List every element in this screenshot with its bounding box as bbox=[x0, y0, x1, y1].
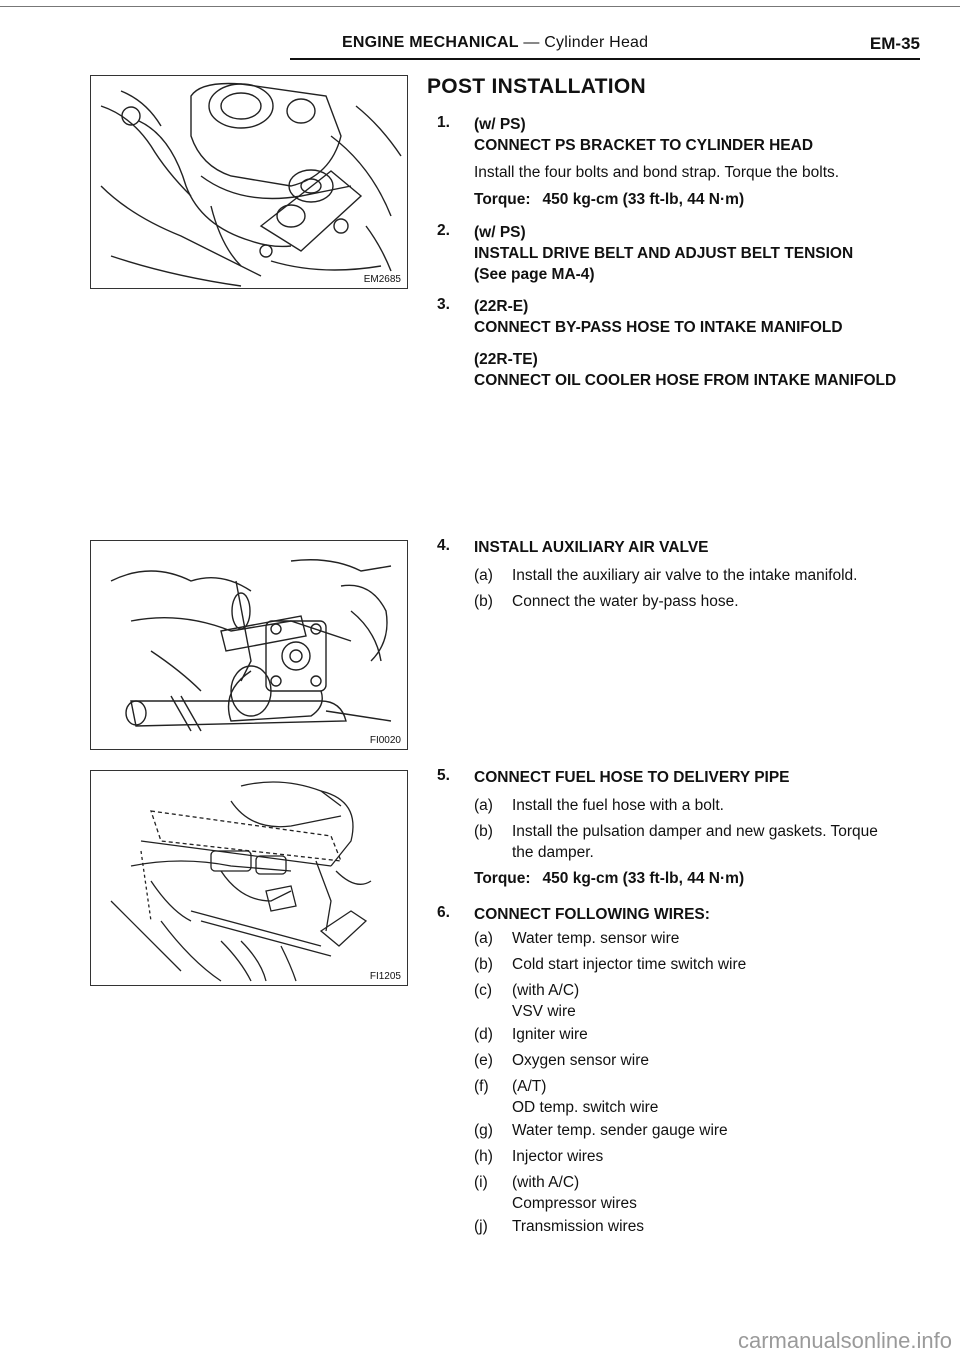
substep-label: (b) bbox=[474, 956, 493, 973]
substep-text: Install the auxiliary air valve to the intake manifold. bbox=[512, 567, 858, 584]
substep-text: Install the pulsation damper and new gaskets. Torque bbox=[512, 823, 878, 840]
substep-text: Compressor wires bbox=[512, 1195, 637, 1212]
substep-label: (j) bbox=[474, 1218, 488, 1235]
torque-label: Torque: bbox=[474, 870, 531, 887]
step-reference: (See page MA-4) bbox=[474, 266, 595, 283]
step-number: 1. bbox=[437, 114, 450, 131]
substep-label: (b) bbox=[474, 823, 493, 840]
substep-label: (e) bbox=[474, 1052, 493, 1069]
step-heading: CONNECT PS BRACKET TO CYLINDER HEAD bbox=[474, 137, 814, 154]
step-condition: (22R-TE) bbox=[474, 351, 538, 368]
substep-text: VSV wire bbox=[512, 1003, 576, 1020]
step-heading: INSTALL AUXILIARY AIR VALVE bbox=[474, 539, 709, 556]
step-heading: CONNECT BY-PASS HOSE TO INTAKE MANIFOLD bbox=[474, 319, 843, 336]
watermark: carmanualsonline.info bbox=[737, 1328, 952, 1353]
figure-ps-bracket bbox=[90, 75, 408, 289]
substep-label: (a) bbox=[474, 567, 493, 584]
step-number: 6. bbox=[437, 904, 450, 921]
header-rule bbox=[290, 58, 920, 60]
step-heading: CONNECT FUEL HOSE TO DELIVERY PIPE bbox=[474, 769, 790, 786]
substep-text: (with A/C) bbox=[512, 1174, 580, 1191]
figure-auxiliary-air-valve-drawing bbox=[91, 541, 408, 750]
substep-text: Water temp. sender gauge wire bbox=[512, 1122, 728, 1139]
substep-text: (A/T) bbox=[512, 1078, 547, 1095]
substep-label: (b) bbox=[474, 593, 493, 610]
substep-text: Cold start injector time switch wire bbox=[512, 956, 747, 973]
page-title: POST INSTALLATION bbox=[427, 75, 646, 98]
torque-label: Torque: bbox=[474, 191, 531, 208]
torque-spec bbox=[474, 868, 934, 889]
top-border-line bbox=[0, 6, 960, 7]
substep-text: Water temp. sensor wire bbox=[512, 930, 680, 947]
page-header bbox=[290, 34, 920, 60]
figure-fuel-hose bbox=[90, 770, 408, 986]
step-heading: CONNECT FOLLOWING WIRES: bbox=[474, 906, 710, 923]
substep-label: (f) bbox=[474, 1078, 489, 1095]
substep-text: Injector wires bbox=[512, 1148, 604, 1165]
step-number: 5. bbox=[437, 767, 450, 784]
substep-text: OD temp. switch wire bbox=[512, 1099, 659, 1116]
substep-text: Transmission wires bbox=[512, 1218, 645, 1235]
substep-text: Oxygen sensor wire bbox=[512, 1052, 649, 1069]
torque-spec bbox=[474, 189, 934, 210]
torque-value: 450 kg-cm (33 ft-lb, 44 N·m) bbox=[542, 191, 745, 208]
substep-text: Install the fuel hose with a bolt. bbox=[512, 797, 724, 814]
substep-label: (i) bbox=[474, 1174, 488, 1191]
substep-text: the damper. bbox=[512, 844, 594, 861]
figure-code: FI0020 bbox=[369, 735, 401, 746]
section-subtitle: — Cylinder Head bbox=[523, 34, 649, 51]
figure-ps-bracket-drawing bbox=[91, 76, 408, 289]
substep-label: (d) bbox=[474, 1026, 493, 1043]
substep-label: (a) bbox=[474, 797, 493, 814]
substep-text: Connect the water by-pass hose. bbox=[512, 593, 739, 610]
page-number: EM-35 bbox=[869, 34, 920, 53]
step-condition: (w/ PS) bbox=[474, 116, 526, 133]
figure-auxiliary-air-valve bbox=[90, 540, 408, 750]
substep-label: (g) bbox=[474, 1122, 493, 1139]
step-heading: INSTALL DRIVE BELT AND ADJUST BELT TENSION bbox=[474, 245, 854, 262]
section-title bbox=[342, 34, 648, 52]
substep-label: (a) bbox=[474, 930, 493, 947]
step-condition: (w/ PS) bbox=[474, 224, 526, 241]
step-text: Install the four bolts and bond strap. Torque the bolts. bbox=[474, 164, 840, 181]
substep-label: (h) bbox=[474, 1148, 493, 1165]
torque-value: 450 kg-cm (33 ft-lb, 44 N·m) bbox=[542, 870, 745, 887]
step-condition: (22R-E) bbox=[474, 298, 529, 315]
substep-label: (c) bbox=[474, 982, 493, 999]
substep-text: (with A/C) bbox=[512, 982, 580, 999]
figure-fuel-hose-drawing bbox=[91, 771, 408, 986]
step-number: 3. bbox=[437, 296, 450, 313]
figure-code: EM2685 bbox=[363, 274, 401, 285]
step-heading: CONNECT OIL COOLER HOSE FROM INTAKE MANIFOLD bbox=[474, 372, 897, 389]
figure-code: FI1205 bbox=[369, 971, 401, 982]
section-name: ENGINE MECHANICAL bbox=[342, 34, 519, 51]
step-number: 4. bbox=[437, 537, 450, 554]
substep-text: Igniter wire bbox=[512, 1026, 588, 1043]
step-number: 2. bbox=[437, 222, 450, 239]
